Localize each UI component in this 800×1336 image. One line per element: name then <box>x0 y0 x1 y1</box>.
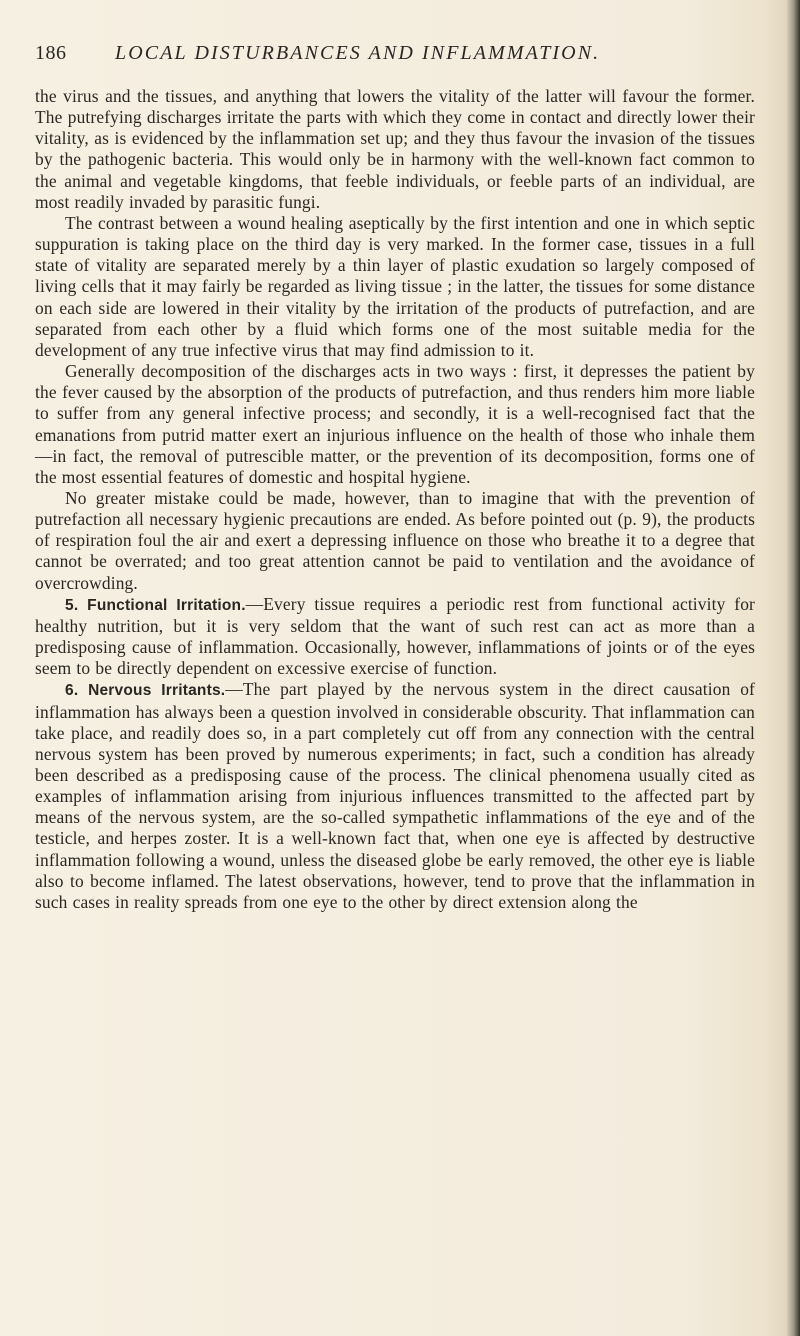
paragraph-continued: the virus and the tissues, and anything that lowers the vitality of the latter will favour the former. The putrefying discharges irritate the parts with which they come in contact and directly lower their vitality, as is evidenced by the inflammation set up; and they thus favour the invasion of the tissues by the pathogenic bacteria. This would only be in harmony with the well-known fact common to the animal and vegetable kingdoms, that feeble individuals, or feeble parts of an individual, are most readily invaded by parasitic fungi. <box>35 86 755 212</box>
page-body <box>35 86 755 913</box>
paragraph-functional-irritation <box>35 594 755 680</box>
page-binding-edge <box>786 0 800 1336</box>
page-header <box>35 42 755 76</box>
running-head: LOCAL DISTURBANCES AND INFLAMMATION. <box>115 42 601 64</box>
paragraph-nervous-irritants <box>35 679 755 913</box>
paragraph-hygiene: No greater mistake could be made, however, than to imagine that with the prevention of putrefaction all necessary hygienic precautions are ended. As before pointed out (p. 9), the products of respiration foul the air and exert a depressing influence on those who breathe it to a degree that cannot be overrated; and too great attention cannot be paid to ventilation and the avoidance of overcrowding. <box>35 487 755 593</box>
page-number: 186 <box>35 42 67 64</box>
section-heading-nervous-irritants: 6. Nervous Irritants. <box>65 682 226 700</box>
section-text-functional-irritation: —Every tissue requires a periodic rest from functional activity for healthy nutrition, but it is very seldom that the want of such rest can act as more than a predisposing cause of inflammation. Occasionally, however, inflammations of joints or of the eyes seem to be directly dependent on excessive exercise of function. <box>35 593 755 679</box>
section-text-nervous-irritants: —The part played by the nervous system in the direct causation of inflammation has always been a question involved in considerable obscurity. That inflammation can take place, and readily does so, in a part completely cut off from any connection with the central nervous system has been proved by numerous experiments; in fact, such a condition has already been described as a predisposing cause of the process. The clinical phenomena usually cited as examples of inflammation arising from injurious influences transmitted to the affected part by means of the nervous system, are the so-called sympathetic inflammations of the eye and of the testicle, and herpes zoster. It is a well-known fact that, when one eye is affected by destructive inflammation following a wound, unless the diseased globe be early removed, the other eye is liable also to become inflamed. The latest observations, however, tend to prove that the inflammation in such cases in reality spreads from one eye to the other by direct extension along the <box>35 679 755 912</box>
paragraph-decomposition: Generally decomposition of the discharges acts in two ways : first, it depresses the patient by the fever caused by the absorption of the products of putrefaction, and thus renders him more liable to suffer from any general infective process; and secondly, it is a well-recognised fact that the emanations from putrid matter exert an injurious influence on the health of those who inhale them—in fact, the removal of putrescible matter, or the prevention of its decomposition, forms one of the most essential features of domestic and hospital hygiene. <box>35 361 755 487</box>
section-heading-functional-irritation: 5. Functional Irritation. <box>65 596 246 614</box>
paragraph-contrast: The contrast between a wound healing aseptically by the first intention and one in which septic suppuration is taking place on the third day is very marked. In the former case, tissues in a full state of vitality are separated merely by a thin layer of plastic exudation so largely composed of living cells that it may fairly be regarded as living tissue ; in the latter, the tissues for some distance on each side are lowered in their vitality by the irritation of the products of putrefaction, and are separated from each other by a fluid which forms one of the most suitable media for the development of any true infective virus that may find admission to it. <box>35 212 755 360</box>
